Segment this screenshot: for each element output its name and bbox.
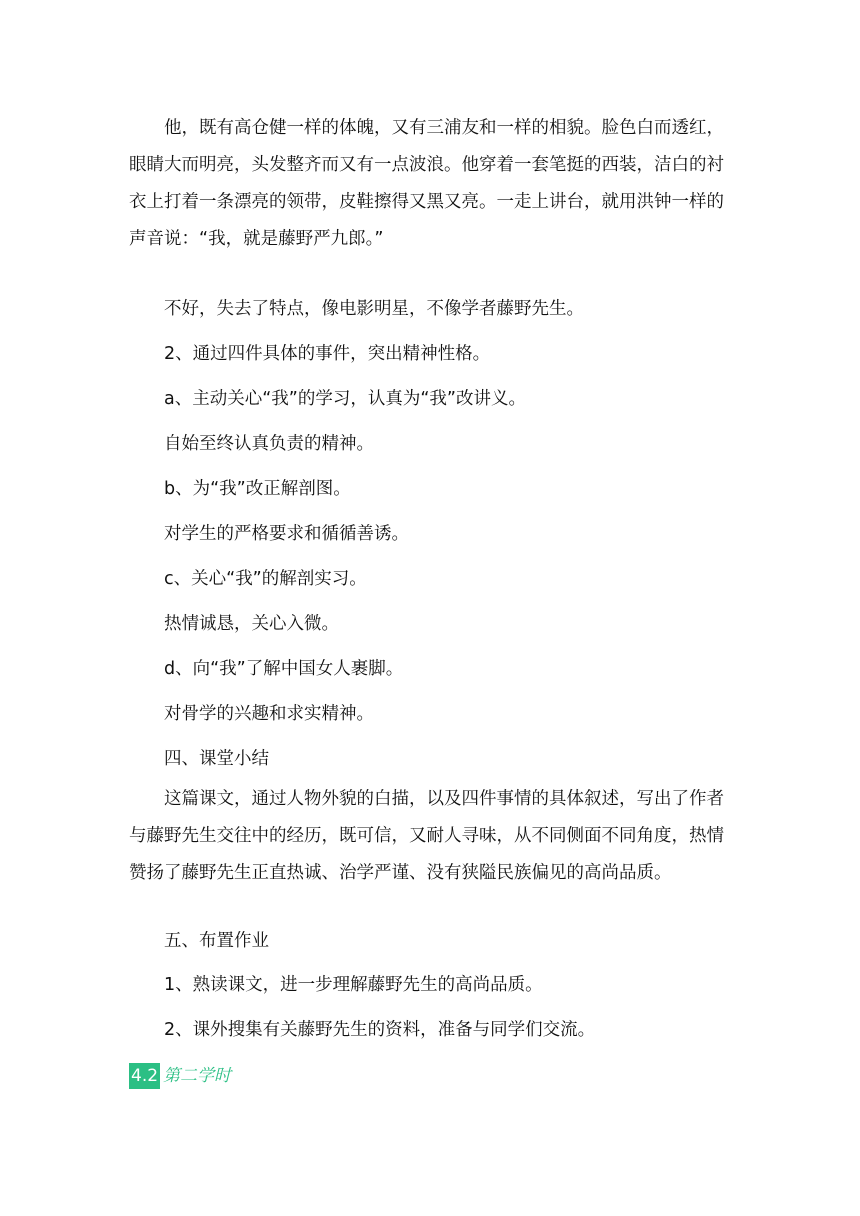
section-title: 第二学时 xyxy=(163,1066,232,1086)
event-item-d: d、向“我”了解中国女人裹脚。 xyxy=(164,659,404,679)
section-heading xyxy=(129,1063,231,1089)
event-note-d: 对骨学的兴趣和求实精神。 xyxy=(164,704,374,724)
description-paragraph: 他，既有高仓健一样的体魄，又有三浦友和一样的相貌。脸色白而透红，眼睛大而明亮，头发整齐而又有一点波浪。他穿着一套笔挺的西装，洁白的衬衣上打着一条漂亮的领带，皮鞋擦得又黑又亮。一走上讲台，就用洪钟一样的声音说：“我，就是藤野严九郎。” xyxy=(129,118,724,249)
event-note-a: 自始至终认真负责的精神。 xyxy=(164,434,374,454)
section-number: 4.2 xyxy=(129,1063,160,1089)
summary-paragraph: 这篇课文，通过人物外貌的白描，以及四件事情的具体叙述，写出了作者与藤野先生交往中的经历，既可信，又耐人寻味，从不同侧面不同角度，热情赞扬了藤野先生正直热诚、治学严谨、没有狭隘民族偏见的高尚品质。 xyxy=(129,789,724,883)
summary-heading: 四、课堂小结 xyxy=(164,749,269,769)
comment-line: 不好，失去了特点，像电影明星，不像学者藤野先生。 xyxy=(164,299,584,319)
event-note-c: 热情诚恳，关心入微。 xyxy=(164,614,339,634)
event-item-b: b、为“我”改正解剖图。 xyxy=(164,479,351,499)
homework-heading: 五、布置作业 xyxy=(164,931,269,951)
event-item-c: c、关心“我”的解剖实习。 xyxy=(164,569,367,589)
point-heading: 2、通过四件具体的事件，突出精神性格。 xyxy=(164,344,491,364)
event-item-a: a、主动关心“我”的学习，认真为“我”改讲义。 xyxy=(164,389,526,409)
homework-item-2: 2、课外搜集有关藤野先生的资料，准备与同学们交流。 xyxy=(164,1020,596,1040)
event-note-b: 对学生的严格要求和循循善诱。 xyxy=(164,524,409,544)
homework-item-1: 1、熟读课文，进一步理解藤野先生的高尚品质。 xyxy=(164,975,543,995)
